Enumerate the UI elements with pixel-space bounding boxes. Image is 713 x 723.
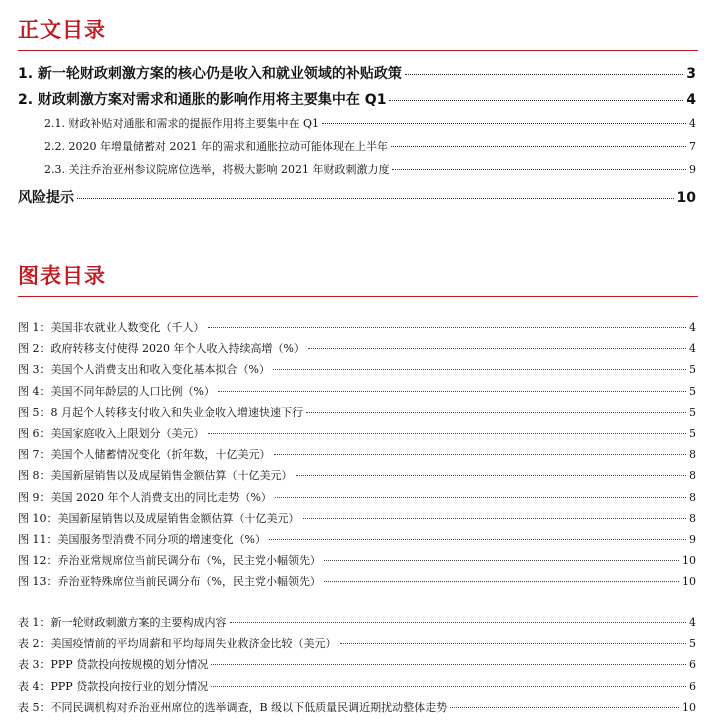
table-entry-label: 表 1：新一轮财政刺激方案的主要构成内容 — [18, 616, 227, 629]
leader-dots — [405, 74, 683, 75]
figure-entry-label: 图 5：8 月起个人转移支付收入和失业金收入增速快速下行 — [18, 405, 303, 419]
toc-item-page: 10 — [676, 190, 696, 206]
leader-dots — [450, 707, 679, 708]
toc-item-2-3[interactable] — [18, 161, 696, 177]
figure-entry-4[interactable] — [18, 383, 696, 399]
figure-entry-label: 图 1：美国非农就业人数变化（千人） — [18, 321, 205, 334]
figure-entry-3[interactable] — [18, 361, 696, 377]
figure-entry-page: 9 — [689, 533, 696, 546]
toc-item-label: 1. 新一轮财政刺激方案的核心仍是收入和就业领域的补贴政策 — [18, 66, 402, 82]
figure-entry-2[interactable] — [18, 340, 696, 356]
table-entry-page: 5 — [689, 637, 696, 651]
figure-entry-label: 图 10：美国新屋销售以及成屋销售金额估算（十亿美元） — [18, 511, 300, 525]
leader-dots — [77, 198, 674, 199]
leader-dots — [208, 433, 687, 434]
table-entry-label: 表 4：PPP 贷款投向按行业的划分情况 — [18, 679, 209, 693]
figure-entry-label: 图 7：美国个人储蓄情况变化（折年数，十亿美元） — [18, 448, 271, 462]
leader-dots — [230, 622, 687, 623]
table-entry-page: 6 — [689, 679, 696, 693]
table-entry-3[interactable] — [18, 656, 696, 672]
leader-dots — [269, 539, 686, 540]
figure-entry-7[interactable] — [18, 446, 696, 462]
table-entry-1[interactable] — [18, 614, 696, 630]
leader-dots — [211, 686, 686, 687]
leader-dots — [303, 518, 687, 519]
figure-entry-label: 图 3：美国个人消费支出和收入变化基本拟合（%） — [18, 363, 270, 377]
toc-item-page: 4 — [689, 117, 696, 130]
leader-dots — [211, 664, 686, 665]
table-entry-label: 表 3：PPP 贷款投向按规模的划分情况 — [18, 658, 209, 672]
table-entry-page: 6 — [689, 658, 696, 672]
leader-dots — [296, 475, 687, 476]
figure-entry-1[interactable] — [18, 319, 696, 335]
leader-dots — [208, 327, 687, 328]
figure-entry-page: 4 — [689, 342, 696, 356]
figure-entry-label: 图 12：乔治亚常规席位当前民调分布（%，民主党小幅领先） — [18, 554, 321, 568]
figure-entry-page: 5 — [689, 384, 696, 398]
figure-entry-label: 图 13：乔治亚特殊席位当前民调分布（%，民主党小幅领先） — [18, 575, 321, 589]
leader-dots — [322, 123, 686, 124]
toc-item-1[interactable] — [18, 63, 696, 83]
figure-entry-label: 图 9：美国 2020 年个人消费支出的同比走势（%） — [18, 490, 272, 504]
table-entry-label: 表 2：美国疫情前的平均周薪和平均每周失业救济金比较（美元） — [18, 637, 337, 651]
table-entry-page: 4 — [689, 616, 696, 629]
figure-entry-8[interactable] — [18, 467, 696, 483]
leader-dots — [392, 169, 686, 170]
table-entry-2[interactable] — [18, 635, 696, 651]
leader-dots — [391, 146, 686, 147]
figure-entry-9[interactable] — [18, 489, 696, 505]
toc-item-page: 7 — [689, 140, 696, 153]
figure-entry-13[interactable] — [18, 573, 696, 589]
figure-entry-page: 5 — [689, 405, 696, 419]
figure-entry-6[interactable] — [18, 425, 696, 441]
figure-entry-label: 图 8：美国新屋销售以及成屋销售金额估算（十亿美元） — [18, 469, 293, 483]
table-entry-label: 表 5：不同民调机构对乔治亚州席位的选举调查，B 级以下低质量民调近期扰动整体走势 — [18, 700, 448, 714]
figures-title-rule — [18, 296, 698, 297]
toc-item-2-1[interactable] — [18, 115, 696, 131]
figure-entry-label: 图 6：美国家庭收入上限划分（美元） — [18, 427, 205, 440]
toc-item-page: 4 — [686, 92, 696, 108]
leader-dots — [308, 348, 686, 349]
figure-entry-10[interactable] — [18, 510, 696, 526]
toc-title-rule — [18, 50, 698, 51]
toc-title: 正文目录 — [18, 18, 106, 42]
table-entry-4[interactable] — [18, 678, 696, 694]
leader-dots — [324, 581, 679, 582]
toc-item-label: 2.3. 关注乔治亚州参议院席位选举，将极大影响 2021 年财政刺激力度 — [44, 163, 390, 176]
figure-entry-label: 图 11：美国服务型消费不同分项的增速变化（%） — [18, 533, 266, 546]
figure-entry-label: 图 4：美国不同年龄层的人口比例（%） — [18, 384, 215, 398]
leader-dots — [306, 412, 686, 413]
figure-entry-page: 10 — [682, 554, 696, 568]
leader-dots — [340, 643, 687, 644]
figure-entry-page: 8 — [689, 448, 696, 462]
figures-title: 图表目录 — [18, 264, 106, 288]
leader-dots — [273, 369, 686, 370]
toc-item-page: 9 — [689, 163, 696, 176]
figure-entry-5[interactable] — [18, 404, 696, 420]
toc-item-2[interactable] — [18, 89, 696, 109]
leader-dots — [275, 497, 686, 498]
leader-dots — [389, 100, 683, 101]
figure-entry-page: 8 — [689, 490, 696, 504]
table-entry-5[interactable] — [18, 699, 696, 715]
leader-dots — [274, 454, 687, 455]
toc-item-page: 3 — [686, 66, 696, 82]
leader-dots — [324, 560, 679, 561]
figure-entry-label: 图 2：政府转移支付使得 2020 年个人收入持续高增（%） — [18, 342, 305, 356]
figure-entry-page: 8 — [689, 469, 696, 483]
toc-item-risk[interactable] — [18, 187, 696, 207]
figure-entry-11[interactable] — [18, 531, 696, 547]
figure-entry-page: 10 — [682, 575, 696, 589]
leader-dots — [218, 391, 686, 392]
toc-item-2-2[interactable] — [18, 138, 696, 154]
toc-item-label: 风险提示 — [18, 190, 74, 206]
figure-entry-page: 5 — [689, 427, 696, 440]
figure-entry-page: 5 — [689, 363, 696, 377]
figure-entry-page: 8 — [689, 511, 696, 525]
toc-item-label: 2. 财政刺激方案对需求和通胀的影响作用将主要集中在 Q1 — [18, 92, 387, 108]
table-entry-page: 10 — [682, 700, 696, 714]
figure-entry-page: 4 — [689, 321, 696, 334]
toc-item-label: 2.1. 财政补贴对通胀和需求的提振作用将主要集中在 Q1 — [44, 117, 319, 130]
figure-entry-12[interactable] — [18, 552, 696, 568]
toc-item-label: 2.2. 2020 年增量储蓄对 2021 年的需求和通胀拉动可能体现在上半年 — [44, 140, 388, 153]
